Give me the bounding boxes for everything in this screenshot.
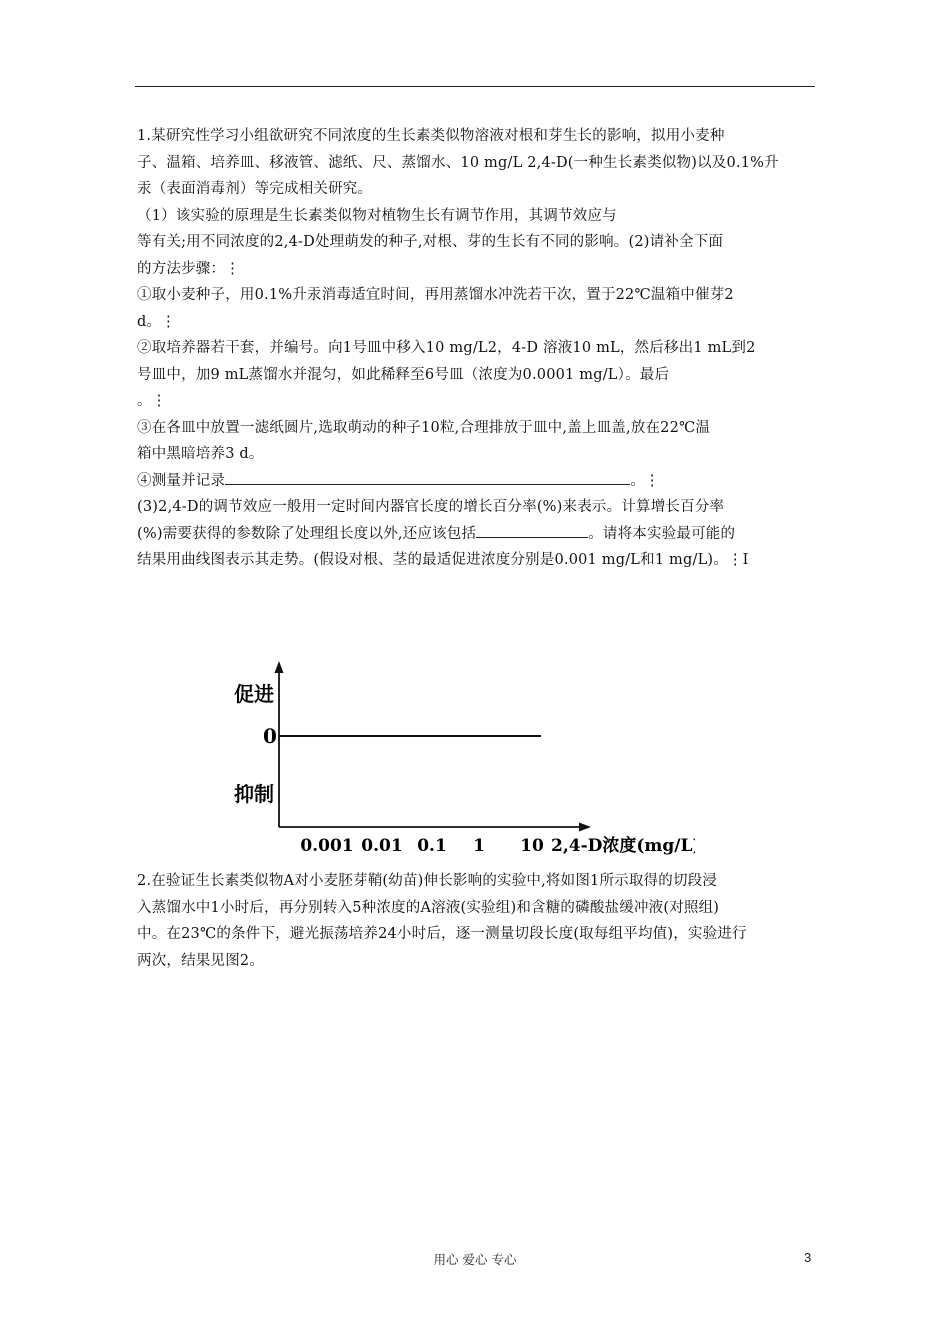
q1-line: 1.某研究性学习小组欲研究不同浓度的生长素类似物溶液对根和芽生长的影响，拟用小麦种 xyxy=(137,128,725,144)
q1-text: 。⋮ xyxy=(630,472,660,489)
y-label-zero: 0 xyxy=(263,724,277,748)
q2-line: 入蒸馏水中1小时后，再分别转入5种浓度的A溶液(实验组)和含糖的磷酸盐缓冲液(对照组) xyxy=(137,899,720,916)
q1-line: 子、温箱、培养皿、移液管、滤纸、尺、蒸馏水、10 mg/L 2,4-D(一种生长素类似物)以及0.1%升 xyxy=(137,154,779,171)
y-label-inhibit: 抑制 xyxy=(234,782,274,806)
q1-line-blank xyxy=(137,468,815,495)
y-axis-arrow xyxy=(275,661,284,673)
answer-graph xyxy=(225,655,695,860)
q2-line: 两次，结果见图2。 xyxy=(137,952,265,969)
q1-text: 。请将本实验最可能的 xyxy=(588,525,736,542)
footer-slogan: 用心 爱心 专心 xyxy=(433,1252,517,1267)
answer-blank[interactable] xyxy=(225,468,630,485)
x-axis-arrow xyxy=(579,823,591,832)
x-tick-label: 10 xyxy=(520,836,544,856)
q2-line: 中。在23℃的条件下，避光振荡培养24小时后，逐一测量切段长度(取每组平均值)，实验进行 xyxy=(137,926,747,942)
y-label-promote: 促进 xyxy=(234,682,274,706)
q1-line: ①取小麦种子，用0.1%升汞消毒适宜时间，再用蒸馏水冲洗若干次，置于22℃温箱中催芽2 xyxy=(137,287,734,303)
q1-line-blank xyxy=(137,521,815,548)
q1-text: ④测量并记录 xyxy=(137,472,226,489)
q1-line: 结果用曲线图表示其走势。(假设对根、茎的最适促进浓度分别是0.001 mg/L和1 mg/L)。⋮I xyxy=(137,552,749,568)
question-2 xyxy=(137,868,815,974)
q1-text: (%)需要获得的参数除了处理组长度以外,还应该包括 xyxy=(137,525,477,542)
q1-line: 的方法步骤：⋮ xyxy=(137,260,240,277)
q1-line: 汞（表面消毒剂）等完成相关研究。 xyxy=(137,181,373,197)
q2-line: 2.在验证生长素类似物A对小麦胚芽鞘(幼苗)伸长影响的实验中,将如图1所示取得的切段浸 xyxy=(137,873,718,889)
q1-line: ②取培养器若干套，并编号。向1号皿中移入10 mg/L2，4-D 溶液10 mL，然后移出1 mL到2 xyxy=(137,340,756,356)
x-tick-label: 0.1 xyxy=(417,836,447,856)
q1-line: ③在各皿中放置一滤纸圆片,选取萌动的种子10粒,合理排放于皿中,盖上皿盖,放在22℃温 xyxy=(137,419,711,436)
answer-blank[interactable] xyxy=(476,521,588,538)
q1-line: d。⋮ xyxy=(137,313,176,330)
q1-line: 箱中黑暗培养3 d。 xyxy=(137,446,264,462)
question-1 xyxy=(137,123,815,574)
q1-line: 。⋮ xyxy=(137,393,167,409)
q1-line: 等有关;用不同浓度的2,4-D处理萌发的种子,对根、芽的生长有不同的影响。(2)请补全下面 xyxy=(137,234,724,250)
q1-line: 号皿中，加9 mL蒸馏水并混匀，如此稀释至6号皿（浓度为0.0001 mg/L）。最后 xyxy=(137,366,670,383)
x-tick-label: 1 xyxy=(473,836,485,856)
x-tick-label: 0.001 xyxy=(300,836,354,856)
page-number: 3 xyxy=(804,1250,812,1265)
x-tick-labels xyxy=(300,836,544,856)
x-tick-label: 0.01 xyxy=(361,836,403,856)
q1-line: （1）该实验的原理是生长素类似物对植物生长有调节作用，其调节效应与 xyxy=(137,207,617,224)
header-rule xyxy=(135,86,815,87)
q1-line: (3)2,4-D的调节效应一般用一定时间内器官长度的增长百分率(%)来表示。计算增长百分率 xyxy=(137,499,725,515)
graph-svg xyxy=(225,655,695,860)
x-axis-title: 2,4-D浓度(mg/L) xyxy=(551,836,695,856)
